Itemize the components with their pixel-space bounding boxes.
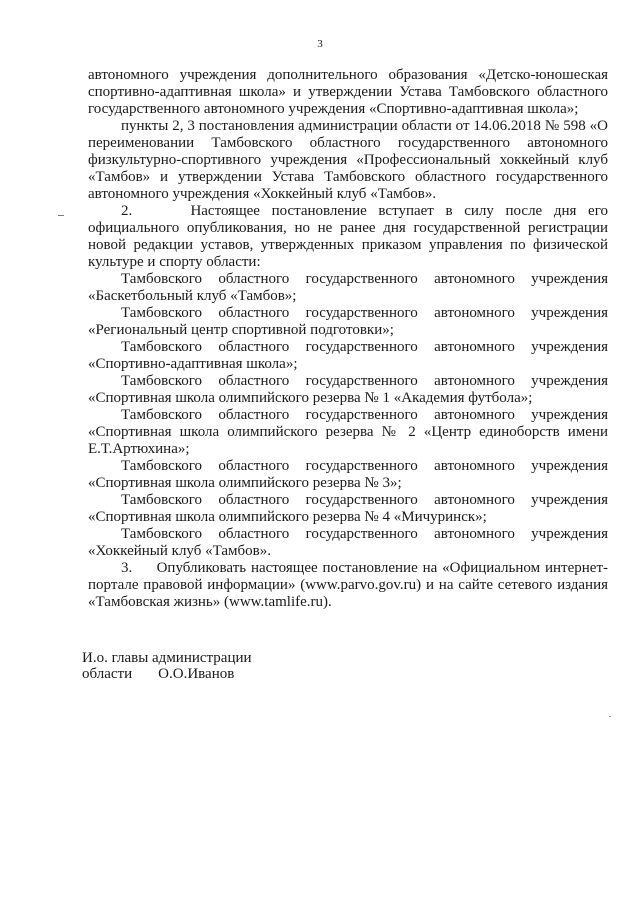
institution-hockey-club: Тамбовского областного государственного автономного учреждения «Хоккейный клуб «Тамбов». bbox=[88, 526, 608, 559]
institution-olympic-school-1: Тамбовского областного государственного автономного учреждения «Спортивная школа олимпийского резерва № 1 «Академия футбола»; bbox=[88, 373, 608, 406]
signature-position-region: области bbox=[82, 666, 133, 682]
institution-regional-center: Тамбовского областного государственного автономного учреждения «Региональный центр спортивной подготовки»; bbox=[88, 305, 608, 338]
signature-position-line2 bbox=[82, 666, 342, 682]
institution-olympic-school-3: Тамбовского областного государственного автономного учреждения «Спортивная школа олимпийского резерва № 3»; bbox=[88, 458, 608, 491]
institution-adaptive-school: Тамбовского областного государственного автономного учреждения «Спортивно-адаптивная школа»; bbox=[88, 339, 608, 372]
paragraph-continuation: автономного учреждения дополнительного образования «Детско-юношеская спортивно-адаптивная школа» и утверждении Устава Тамбовского областного государственного автономного учреждения «Спортивно-адаптивная школа»; bbox=[88, 67, 608, 117]
institution-basketball: Тамбовского областного государственного автономного учреждения «Баскетбольный клуб «Тамбов»; bbox=[88, 271, 608, 304]
right-margin-mark bbox=[609, 716, 611, 717]
page-number: 3 bbox=[317, 38, 323, 50]
signature-name: О.О.Иванов bbox=[158, 666, 235, 682]
paragraph-item-3: 3. Опубликовать настоящее постановление на «Официальном интернет-портале правовой информации» (www.parvo.gov.ru) и на сайте сетевого издания «Тамбовская жизнь» (www.tamlife.ru). bbox=[88, 560, 608, 610]
paragraph-item-2: 2. Настоящее постановление вступает в силу после дня его официального опубликования, но не ранее дня государственной регистрации новой редакции уставов, утвержденных приказом управления по физической культуре и спорту области: bbox=[88, 203, 608, 270]
document-body bbox=[88, 67, 608, 611]
signature-block bbox=[82, 650, 342, 682]
institution-olympic-school-4: Тамбовского областного государственного автономного учреждения «Спортивная школа олимпийского резерва № 4 «Мичуринск»; bbox=[88, 492, 608, 525]
left-margin-mark bbox=[58, 215, 64, 216]
paragraph-points-2-3: пункты 2, 3 постановления администрации области от 14.06.2018 № 598 «О переименовании Тамбовского областного государственного автономного физкультурно-спортивного учреждения «Профессиональный хоккейный клуб «Тамбов» и утверждении Устава Тамбовского областного государственного автономного учреждения «Хоккейный клуб «Тамбов». bbox=[88, 118, 608, 202]
institution-olympic-school-2: Тамбовского областного государственного автономного учреждения «Спортивная школа олимпийского резерва № 2 «Центр единоборств имени Е.Т.Артюхина»; bbox=[88, 407, 608, 457]
signature-position-line1: И.о. главы администрации bbox=[82, 650, 252, 666]
